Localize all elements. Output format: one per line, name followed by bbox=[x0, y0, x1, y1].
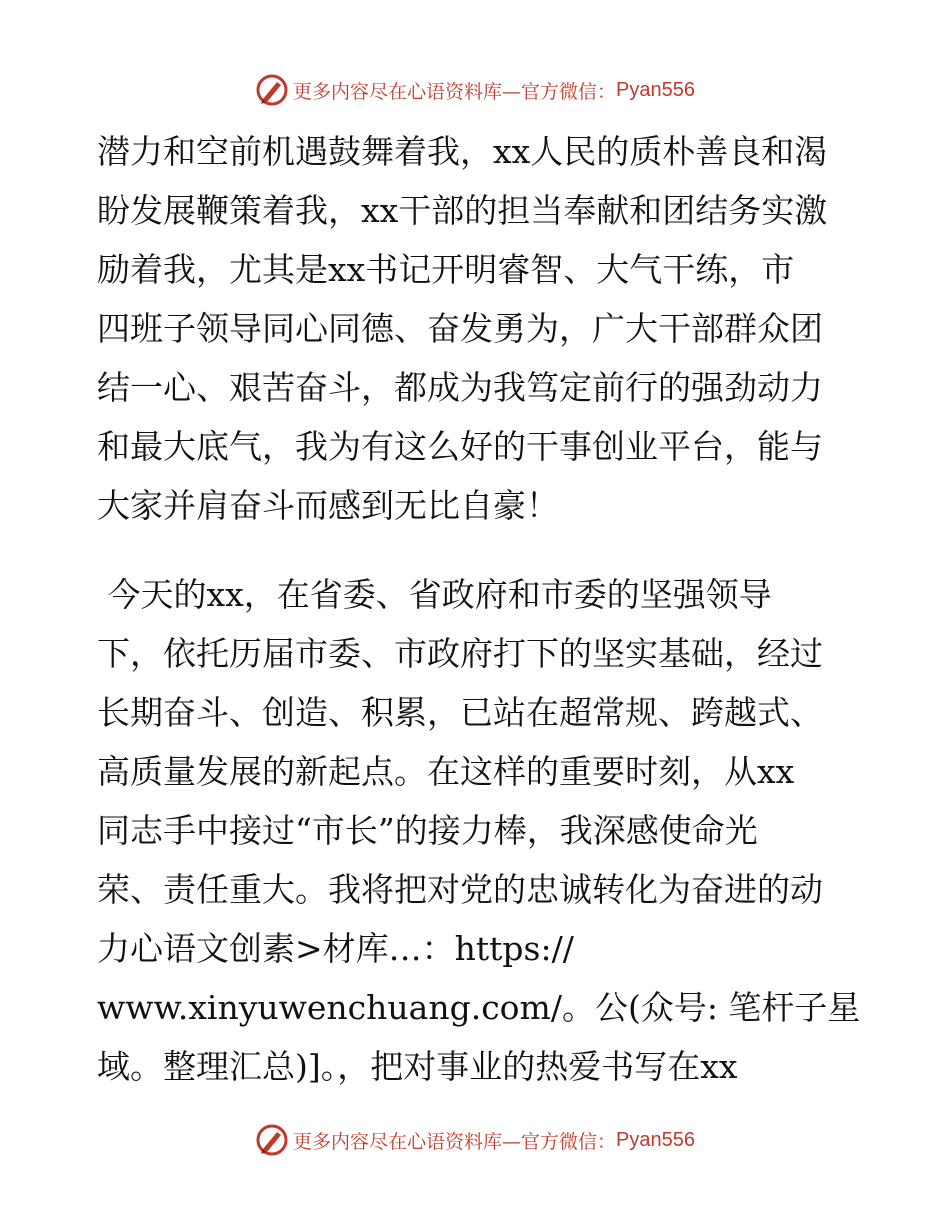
footer-wechat-id: Pyan556 bbox=[616, 1128, 695, 1151]
paragraph-1 bbox=[97, 122, 867, 535]
text-line: 励着我，尤其是xx书记开明睿智、大气干练，市 bbox=[97, 250, 795, 289]
text-line: 大家并肩奋斗而感到无比自豪！ bbox=[97, 486, 559, 525]
paragraph-2 bbox=[97, 565, 867, 1096]
text-line: 同志手中接过“市长”的接力棒，我深感使命光 bbox=[97, 811, 758, 850]
header-banner-text: 更多内容尽在心语资料库—官方微信： bbox=[293, 80, 617, 103]
header-wechat-id: Pyan556 bbox=[616, 78, 695, 101]
text-line: 力心语文创素>材库…：https:// bbox=[97, 929, 574, 968]
footer-banner bbox=[0, 1120, 950, 1160]
paragraph-gap bbox=[97, 535, 867, 565]
text-line: 盼发展鞭策着我，xx干部的担当奉献和团结务实激 bbox=[97, 191, 828, 230]
pen-logo-icon bbox=[255, 1123, 289, 1157]
text-line: 下，依托历届市委、市政府打下的坚实基础，经过 bbox=[97, 634, 823, 673]
text-line: 潜力和空前机遇鼓舞着我，xx人民的质朴善良和渴 bbox=[97, 132, 828, 171]
text-line: 今天的xx，在省委、省政府和市委的坚强领导 bbox=[97, 575, 772, 614]
footer-banner-text: 更多内容尽在心语资料库—官方微信： bbox=[293, 1130, 617, 1153]
pen-logo-icon bbox=[255, 73, 289, 107]
header-banner bbox=[0, 70, 950, 110]
text-line: 结一心、艰苦奋斗，都成为我笃定前行的强劲动力 bbox=[97, 368, 823, 407]
text-line: 四班子领导同心同德、奋发勇为，广大干部群众团 bbox=[97, 309, 823, 348]
text-line: 长期奋斗、创造、积累，已站在超常规、跨越式、 bbox=[97, 693, 823, 732]
text-line: www.xinyuwenchuang.com/。公(众号: 笔杆子星 bbox=[97, 988, 861, 1027]
document-body bbox=[97, 122, 867, 1096]
text-line: 域。整理汇总)]。，把对事业的热爱书写在xx bbox=[97, 1047, 738, 1086]
text-line: 荣、责任重大。我将把对党的忠诚转化为奋进的动 bbox=[97, 870, 823, 909]
text-line: 高质量发展的新起点。在这样的重要时刻，从xx bbox=[97, 752, 795, 791]
text-line: 和最大底气，我为有这么好的干事创业平台，能与 bbox=[97, 427, 823, 466]
